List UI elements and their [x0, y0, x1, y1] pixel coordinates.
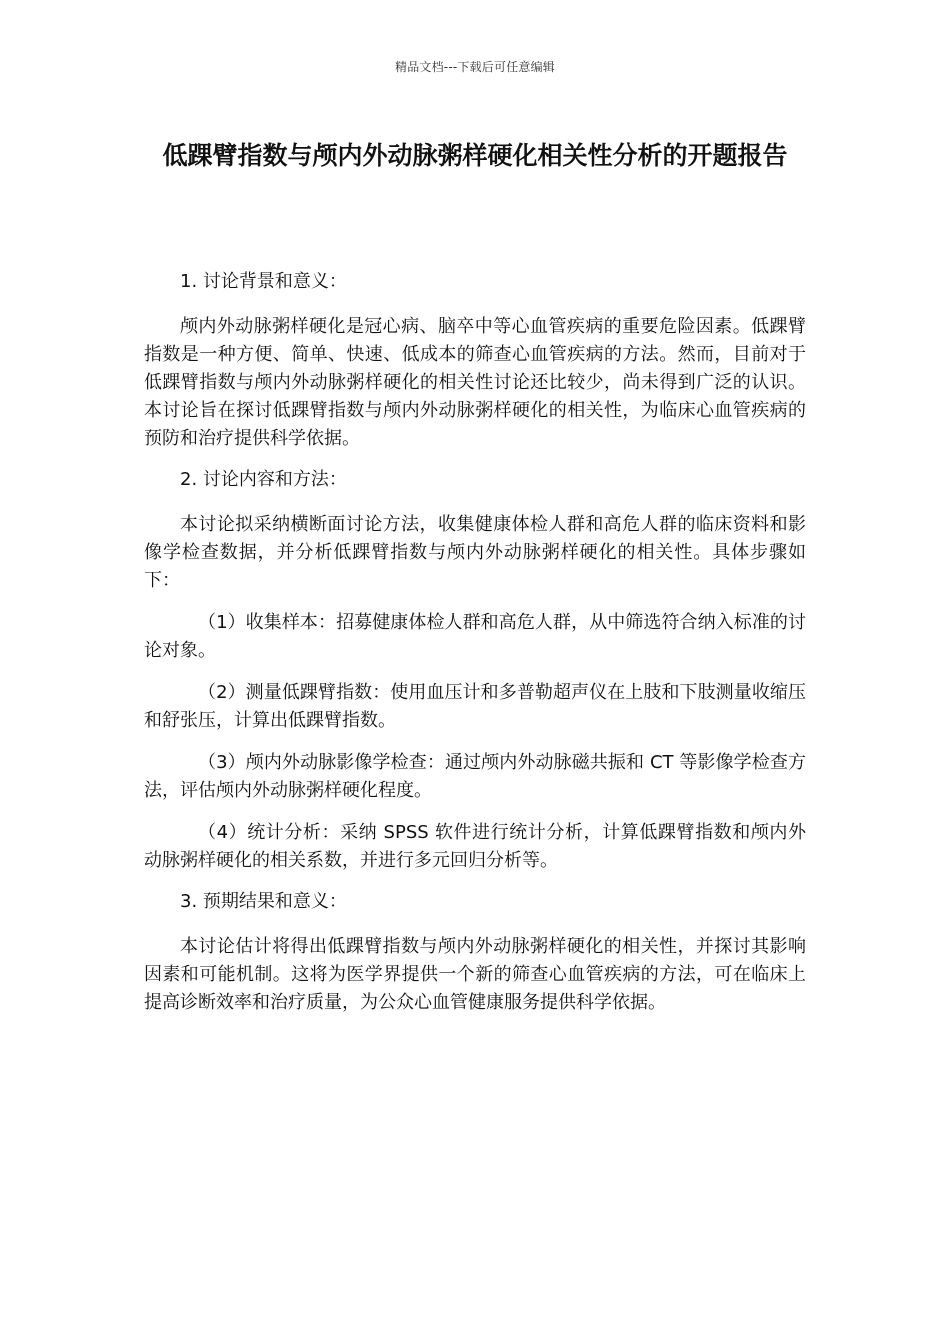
section-heading-background: 1. 讨论背景和意义：: [180, 271, 347, 292]
section-heading-methods: 2. 讨论内容和方法：: [180, 469, 347, 490]
document-body: [144, 268, 806, 1017]
section-body-background: 颅内外动脉粥样硬化是冠心病、脑卒中等心血管疾病的重要危险因素。低踝臂指数是一种方便、简单、快速、低成本的筛查心血管疾病的方法。然而，目前对于低踝臂指数与颅内外动脉粥样硬化的相关性讨论还比较少，尚未得到广泛的认识。本讨论旨在探讨低踝臂指数与颅内外动脉粥样硬化的相关性，为临床心血管疾病的预防和治疗提供科学依据。: [144, 316, 806, 449]
section-body-results: 本讨论估计将得出低踝臂指数与颅内外动脉粥样硬化的相关性，并探讨其影响因素和可能机制。这将为医学界提供一个新的筛查心血管疾病的方法，可在临床上提高诊断效率和治疗质量，为公众心血管健康服务提供科学依据。: [144, 936, 806, 1013]
header-note: 精品文档---下载后可任意编辑: [395, 60, 555, 74]
method-step-1: （1）收集样本：招募健康体检人群和高危人群，从中筛选符合纳入标准的讨论对象。: [144, 612, 806, 661]
section-body-methods: 本讨论拟采纳横断面讨论方法，收集健康体检人群和高危人群的临床资料和影像学检查数据，并分析低踝臂指数与颅内外动脉粥样硬化的相关性。具体步骤如下：: [144, 514, 806, 591]
section-heading-results: 3. 预期结果和意义：: [180, 891, 347, 912]
method-step-3: （3）颅内外动脉影像学检查：通过颅内外动脉磁共振和 CT 等影像学检查方法，评估颅内外动脉粥样硬化程度。: [144, 752, 806, 801]
method-step-2: （2）测量低踝臂指数：使用血压计和多普勒超声仪在上肢和下肢测量收缩压和舒张压，计算出低踝臂指数。: [144, 682, 806, 731]
method-step-4: （4）统计分析：采纳 SPSS 软件进行统计分析，计算低踝臂指数和颅内外动脉粥样硬化的相关系数，并进行多元回归分析等。: [144, 822, 806, 871]
document-title: 低踝臂指数与颅内外动脉粥样硬化相关性分析的开题报告: [162, 141, 788, 170]
